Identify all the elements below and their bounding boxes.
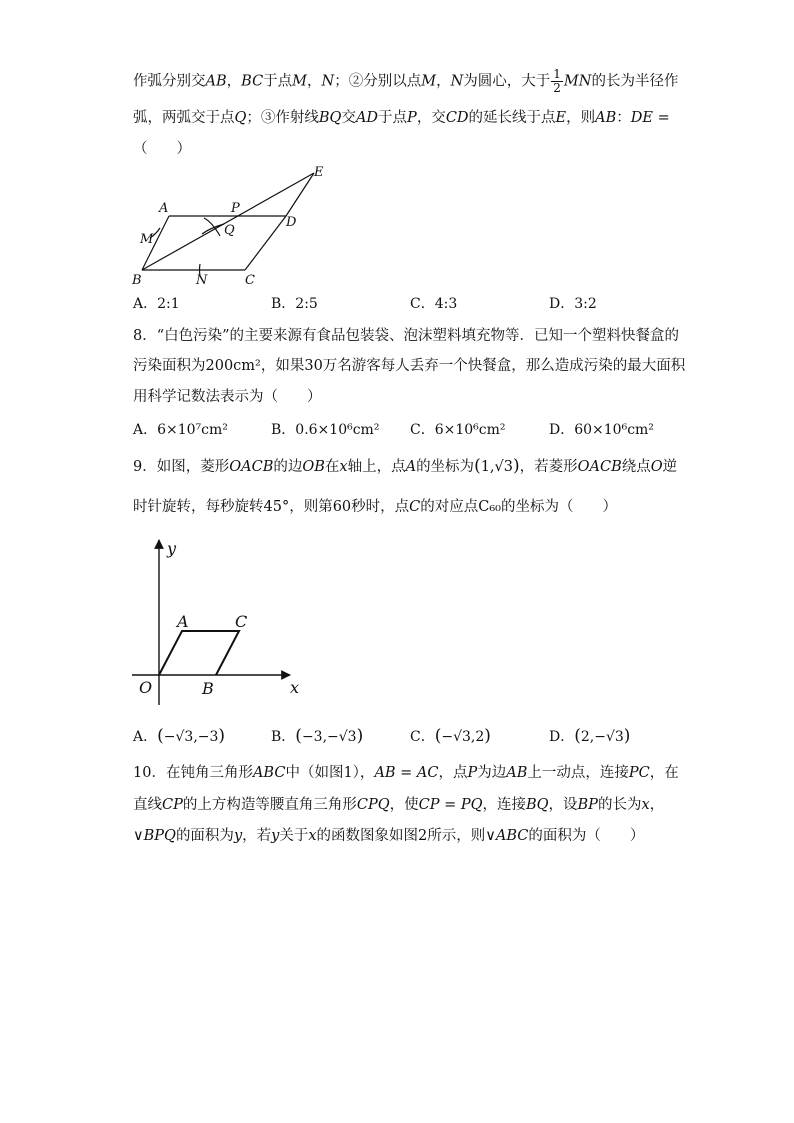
- q8-line-2: 污染面积为200cm²，如果30万名游客每人丢弃一个快餐盒，那么造成污染的最大面积: [133, 358, 686, 374]
- q8-option-c[interactable]: C．6×10⁶cm²: [410, 422, 506, 438]
- q9-option-b[interactable]: B．(−3,−√3): [271, 726, 364, 746]
- q9-label-o: O: [139, 678, 153, 697]
- q9-point-a-coordinates: 1,√3: [480, 459, 514, 475]
- fraction-one-half: $\frac{1}{2}$: [553, 67, 561, 95]
- q9-rhombus-coordinate-figure: [132, 535, 312, 707]
- q8-option-b[interactable]: B．0.6×10⁶cm²: [271, 422, 380, 438]
- q10-line-2: 直线CP的上方构造等腰直角三角形CPQ，使CP = PQ，连接BQ，设BP的长为x，: [133, 797, 665, 813]
- q7-answer-blank: （ ）: [133, 141, 191, 157]
- q10-line-3: ∨BPQ的面积为y，若y关于x的函数图象如图2所示，则∨ABC的面积为（ ）: [133, 828, 645, 844]
- q7-option-c[interactable]: C．4:3: [410, 296, 458, 312]
- q7-segment-de: [286, 173, 314, 216]
- rhombus-oacb: [159, 631, 239, 675]
- q8-option-a[interactable]: A．6×10⁷cm²: [133, 422, 228, 438]
- q7-option-a[interactable]: A．2:1: [133, 296, 180, 312]
- q8-option-d[interactable]: D．60×10⁶cm²: [549, 422, 654, 438]
- q7-label-m: M: [140, 232, 154, 247]
- q7-label-n: N: [196, 273, 208, 288]
- q7-label-q: Q: [224, 223, 235, 238]
- q7-option-b[interactable]: B．2:5: [271, 296, 318, 312]
- q7-line-1: 作弧分别交AB，BC于点M，N；②分别以点M，N为圆心，大于 $\frac{1}{2}$ MN的长为半径作: [133, 67, 679, 95]
- q7-label-a: A: [159, 201, 169, 216]
- q9-label-b: B: [202, 679, 214, 698]
- q7-label-d: D: [286, 215, 297, 230]
- q9-option-a[interactable]: A．(−√3,−3): [133, 726, 226, 746]
- q7-label-e: E: [314, 165, 324, 180]
- q9-option-c[interactable]: C．(−√3,2): [410, 726, 491, 746]
- q9-label-a: A: [177, 612, 189, 631]
- q7-option-d[interactable]: D．3:2: [549, 296, 597, 312]
- q10-line-1: 10．在钝角三角形ABC中（如图1），AB = AC，点P为边AB上一动点，连接PC，在: [133, 765, 679, 781]
- q7-label-p: P: [231, 201, 240, 216]
- q9-line-1: 9．如图，菱形OACB的边OB在x轴上，点A的坐标为(1,√3)，若菱形OACB绕点O逆: [133, 456, 678, 476]
- q7-line-2: 弧，两弧交于点Q；③作射线BQ交AD于点P，交CD的延长线于点E，则AB：DE =: [133, 110, 670, 126]
- q9-line-2: 时针旋转，每秒旋转45°，则第60秒时，点C的对应点C₆₀的坐标为（ ）: [133, 499, 617, 515]
- q8-line-3: 用科学记数法表示为（ ）: [133, 389, 322, 405]
- q7-label-b: B: [132, 273, 142, 288]
- q9-label-c: C: [235, 612, 248, 631]
- q9-label-y: y: [167, 539, 177, 558]
- q7-segment-cd: [245, 216, 286, 270]
- q8-line-1: 8．“白色污染”的主要来源有食品包装袋、泡沫塑料填充物等．已知一个塑料快餐盒的: [133, 328, 680, 344]
- q9-label-x: x: [290, 678, 300, 697]
- q7-parallelogram-figure: [128, 160, 338, 292]
- q7-label-c: C: [245, 273, 255, 288]
- q9-option-d[interactable]: D．(2,−√3): [549, 726, 631, 746]
